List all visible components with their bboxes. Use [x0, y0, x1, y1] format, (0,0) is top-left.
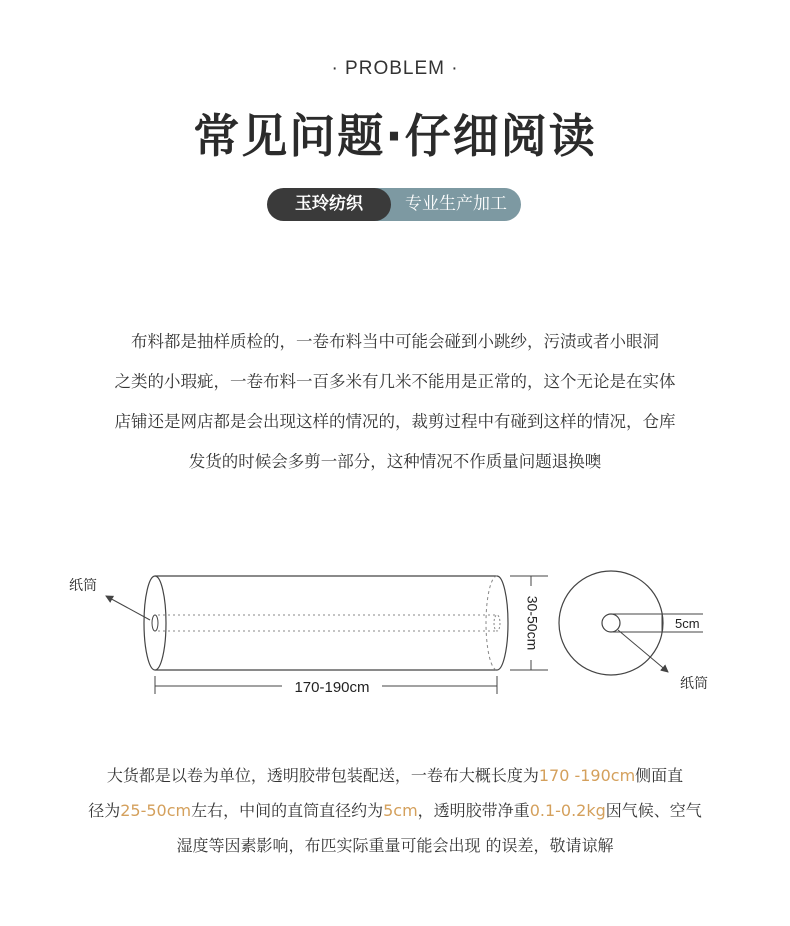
shipping-line: 湿度等因素影响，布匹实际重量可能会出现 的误差，敬请谅解 [176, 836, 614, 855]
shipping-line [50, 793, 740, 828]
diameter-label: 30-50cm [524, 595, 541, 651]
length-label: 170-190cm [294, 679, 370, 696]
notice-line: 店铺还是网店都是会出现这样的情况的，裁剪过程中有碰到这样的情况，仓库 [114, 412, 676, 431]
shipping-line [50, 758, 740, 793]
tag-slogan: 专业生产加工 [367, 188, 521, 221]
section-kicker: · PROBLEM · [331, 58, 459, 79]
tube-label-left: 纸筒 [69, 577, 97, 593]
tube-label-right: 纸筒 [680, 675, 708, 691]
core-diameter-label: 5cm [675, 616, 700, 631]
roll-diameter-value: 25-50cm [120, 801, 192, 820]
shipping-notice [50, 758, 740, 863]
tube-pointer-left [106, 596, 150, 620]
roll-side-view [144, 576, 508, 670]
tag-brand: 玉玲纺织 [267, 188, 391, 221]
shipping-text: 左右，中间的直筒直径约为 [191, 801, 384, 820]
quality-notice [52, 322, 738, 482]
core-diameter-value: 5cm [383, 801, 418, 820]
notice-line: 发货的时候会多剪一部分，这种情况不作质量问题退换噢 [188, 452, 602, 471]
tag-pill [267, 188, 521, 221]
page-title: 常见问题·仔细阅读 [193, 109, 597, 163]
shipping-text: 因气候、空气 [605, 801, 702, 820]
shipping-text: 侧面直 [635, 766, 684, 785]
tape-weight-value: 0.1-0.2kg [529, 801, 606, 820]
fabric-roll-diagram [0, 560, 790, 710]
notice-line: 之类的小瑕疵，一卷布料一百多米有几米不能用是正常的，这个无论是在实体 [114, 372, 676, 391]
roll-length-value: 170 -190cm [538, 766, 636, 785]
shipping-text: 径为 [88, 801, 121, 820]
notice-line: 布料都是抽样质检的，一卷布料当中可能会碰到小跳纱，污渍或者小眼洞 [131, 332, 659, 351]
shipping-text: 大货都是以卷为单位，透明胶带包装配送，一卷布大概长度为 [106, 766, 539, 785]
shipping-text: ，透明胶带净重 [417, 801, 530, 820]
